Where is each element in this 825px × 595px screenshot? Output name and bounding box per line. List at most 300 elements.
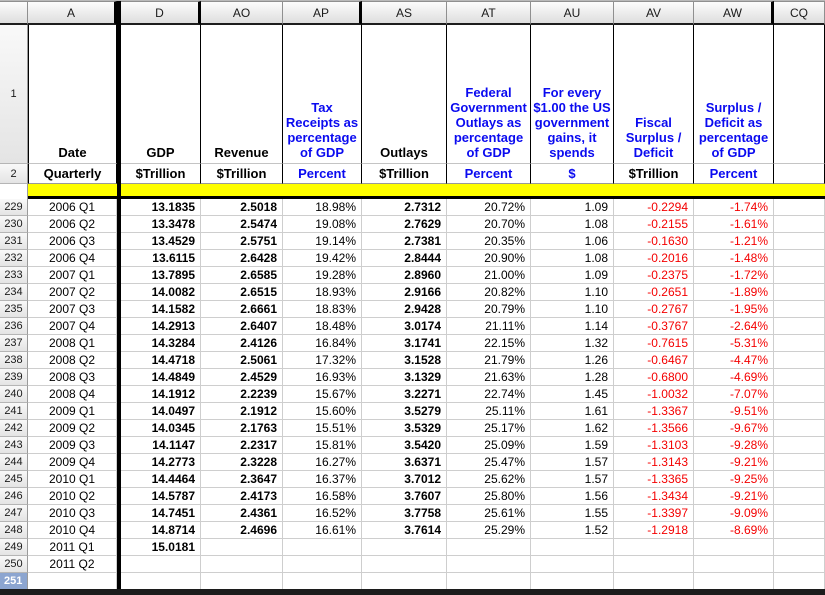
cell-cq-empty[interactable]	[774, 301, 825, 318]
cell-revenue[interactable]: 2.3647	[201, 471, 283, 488]
cell-revenue[interactable]	[201, 556, 283, 573]
cell-fiscal-surplus-deficit[interactable]: -0.2294	[614, 199, 694, 216]
cell-cq-empty[interactable]	[774, 522, 825, 539]
cell-gdp[interactable]: 13.1835	[121, 199, 201, 216]
row-number[interactable]: 245	[0, 471, 28, 488]
cell-spend-per-dollar[interactable]: 1.57	[531, 471, 614, 488]
cell-fiscal-surplus-deficit[interactable]	[614, 573, 694, 590]
cell-cq-empty[interactable]	[774, 539, 825, 556]
cell-fiscal-surplus-deficit[interactable]: -0.7615	[614, 335, 694, 352]
cell-title-revenue[interactable]: Revenue	[201, 25, 283, 164]
cell-tax-receipts-pct[interactable]	[283, 573, 362, 590]
cell-revenue[interactable]: 2.3228	[201, 454, 283, 471]
cell-gdp[interactable]: 14.8714	[121, 522, 201, 539]
cell-tax-receipts-pct[interactable]: 19.14%	[283, 233, 362, 250]
cell-spend-per-dollar[interactable]: 1.26	[531, 352, 614, 369]
cell-surplus-deficit-pct[interactable]: -9.28%	[694, 437, 774, 454]
cell-spend-per-dollar[interactable]	[531, 539, 614, 556]
cell-date[interactable]: 2006 Q2	[28, 216, 117, 233]
cell-spend-per-dollar[interactable]: 1.28	[531, 369, 614, 386]
cell-tax-receipts-pct[interactable]: 15.81%	[283, 437, 362, 454]
cell-title-spend-per-dollar[interactable]: For every $1.00 the US government gains, it spends	[531, 25, 614, 164]
cell-spend-per-dollar[interactable]	[531, 556, 614, 573]
cell-revenue[interactable]: 2.2317	[201, 437, 283, 454]
cell-revenue[interactable]: 2.6585	[201, 267, 283, 284]
table-row	[0, 250, 825, 267]
column-header-aw[interactable]: AW	[694, 1, 774, 25]
cell-outlays[interactable]: 2.9166	[362, 284, 447, 301]
cell-date[interactable]: 2011 Q2	[28, 556, 117, 573]
cell-gdp[interactable]: 14.4464	[121, 471, 201, 488]
cell-gdp[interactable]: 14.7451	[121, 505, 201, 522]
row-number[interactable]: 233	[0, 267, 28, 284]
cell-surplus-deficit-pct[interactable]: -1.89%	[694, 284, 774, 301]
cell-revenue[interactable]	[201, 573, 283, 590]
cell-outlays[interactable]: 3.1741	[362, 335, 447, 352]
cell-cq-empty[interactable]	[774, 454, 825, 471]
cell-cq-empty[interactable]	[774, 267, 825, 284]
column-header-cq[interactable]: CQ	[774, 1, 825, 25]
cell-date[interactable]: 2010 Q2	[28, 488, 117, 505]
column-header-ap[interactable]: AP	[283, 1, 362, 25]
cell-outlays[interactable]: 3.0174	[362, 318, 447, 335]
cell-cq-empty[interactable]	[774, 369, 825, 386]
cell-tax-receipts-pct[interactable]: 19.28%	[283, 267, 362, 284]
cell-date[interactable]: 2006 Q4	[28, 250, 117, 267]
cell-surplus-deficit-pct[interactable]	[694, 573, 774, 590]
cell-date[interactable]: 2009 Q2	[28, 420, 117, 437]
cell-surplus-deficit-pct[interactable]: -9.67%	[694, 420, 774, 437]
cell-revenue[interactable]: 2.4361	[201, 505, 283, 522]
row-number[interactable]: 1	[0, 25, 28, 164]
cell-fiscal-surplus-deficit[interactable]: -1.3434	[614, 488, 694, 505]
cell-cq-empty[interactable]	[774, 386, 825, 403]
cell-cq-empty[interactable]	[774, 233, 825, 250]
cell-outlays-pct[interactable]	[447, 556, 531, 573]
cell-date[interactable]	[28, 573, 117, 590]
cell-gdp[interactable]: 14.3284	[121, 335, 201, 352]
cell-tax-receipts-pct[interactable]: 17.32%	[283, 352, 362, 369]
yellow-cell[interactable]	[201, 184, 283, 196]
row-number[interactable]: 250	[0, 556, 28, 573]
cell-outlays-pct[interactable]: 22.15%	[447, 335, 531, 352]
cell-spend-per-dollar[interactable]: 1.59	[531, 437, 614, 454]
cell-spend-per-dollar[interactable]: 1.55	[531, 505, 614, 522]
cell-gdp[interactable]: 14.0497	[121, 403, 201, 420]
cell-title-tax-receipts-pct[interactable]: Tax Receipts as percentage of GDP	[283, 25, 362, 164]
cell-date[interactable]: 2006 Q1	[28, 199, 117, 216]
cell-outlays-pct[interactable]: 20.35%	[447, 233, 531, 250]
cell-title-surplus-deficit-pct[interactable]: Surplus / Deficit as percentage of GDP	[694, 25, 774, 164]
cell-tax-receipts-pct[interactable]: 16.93%	[283, 369, 362, 386]
cell-surplus-deficit-pct[interactable]: -9.21%	[694, 454, 774, 471]
cell-revenue[interactable]: 2.2239	[201, 386, 283, 403]
cell-surplus-deficit-pct[interactable]: -5.31%	[694, 335, 774, 352]
cell-revenue[interactable]	[201, 539, 283, 556]
cell-gdp[interactable]: 14.4849	[121, 369, 201, 386]
cell-outlays-pct[interactable]: 21.11%	[447, 318, 531, 335]
bottom-edge	[0, 589, 825, 595]
cell-date[interactable]: 2007 Q1	[28, 267, 117, 284]
cell-outlays-pct[interactable]: 25.47%	[447, 454, 531, 471]
cell-revenue[interactable]: 2.4173	[201, 488, 283, 505]
cell-date[interactable]: 2008 Q4	[28, 386, 117, 403]
column-header-as[interactable]: AS	[362, 1, 447, 25]
row-number[interactable]: 232	[0, 250, 28, 267]
cell-date[interactable]: 2008 Q3	[28, 369, 117, 386]
cell-date[interactable]: 2010 Q1	[28, 471, 117, 488]
yellow-cell[interactable]	[362, 184, 447, 196]
cell-cq-empty[interactable]	[774, 250, 825, 267]
cell-tax-receipts-pct[interactable]: 19.42%	[283, 250, 362, 267]
row-number[interactable]: 2	[0, 164, 28, 184]
cell-outlays[interactable]: 3.7758	[362, 505, 447, 522]
cell-date[interactable]: 2006 Q3	[28, 233, 117, 250]
cell-spend-per-dollar[interactable]: 1.14	[531, 318, 614, 335]
cell-date[interactable]: 2007 Q3	[28, 301, 117, 318]
cell-outlays[interactable]	[362, 556, 447, 573]
cell-revenue[interactable]: 2.1763	[201, 420, 283, 437]
cell-spend-per-dollar[interactable]: 1.52	[531, 522, 614, 539]
cell-gdp[interactable]: 13.3478	[121, 216, 201, 233]
cell-title-gdp[interactable]: GDP	[121, 25, 201, 164]
cell-tax-receipts-pct[interactable]: 16.52%	[283, 505, 362, 522]
table-row	[0, 403, 825, 420]
row-number[interactable]: 229	[0, 199, 28, 216]
cell-fiscal-surplus-deficit[interactable]: -0.2155	[614, 216, 694, 233]
cell-cq-empty[interactable]	[774, 437, 825, 454]
cell-cq-empty[interactable]	[774, 284, 825, 301]
column-header-a[interactable]: A	[28, 1, 117, 25]
cell-unit-tax-receipts-pct[interactable]: Percent	[283, 164, 362, 184]
cell-date[interactable]: 2010 Q3	[28, 505, 117, 522]
cell-tax-receipts-pct[interactable]: 18.48%	[283, 318, 362, 335]
cell-revenue[interactable]: 2.6515	[201, 284, 283, 301]
cell-cq-empty[interactable]	[774, 471, 825, 488]
row-number[interactable]: 236	[0, 318, 28, 335]
column-header-ao[interactable]: AO	[201, 1, 283, 25]
cell-fiscal-surplus-deficit[interactable]: -0.2016	[614, 250, 694, 267]
cell-surplus-deficit-pct[interactable]: -4.47%	[694, 352, 774, 369]
cell-surplus-deficit-pct[interactable]: -1.95%	[694, 301, 774, 318]
cell-cq-empty[interactable]	[774, 403, 825, 420]
yellow-cell[interactable]	[447, 184, 531, 196]
cell-revenue[interactable]: 2.4126	[201, 335, 283, 352]
row-number[interactable]: 237	[0, 335, 28, 352]
cell-outlays-pct[interactable]: 25.61%	[447, 505, 531, 522]
cell-outlays-pct[interactable]: 20.72%	[447, 199, 531, 216]
cell-tax-receipts-pct[interactable]: 16.58%	[283, 488, 362, 505]
cell-tax-receipts-pct[interactable]: 18.98%	[283, 199, 362, 216]
cell-fiscal-surplus-deficit[interactable]: -0.2651	[614, 284, 694, 301]
cell-cq-empty[interactable]	[774, 318, 825, 335]
cell-spend-per-dollar[interactable]: 1.57	[531, 454, 614, 471]
row-number[interactable]: 251	[0, 573, 28, 590]
cell-gdp[interactable]: 14.4718	[121, 352, 201, 369]
cell-date[interactable]: 2007 Q4	[28, 318, 117, 335]
cell-outlays-pct[interactable]: 25.17%	[447, 420, 531, 437]
cell-outlays-pct[interactable]: 22.74%	[447, 386, 531, 403]
row-number[interactable]: 230	[0, 216, 28, 233]
cell-tax-receipts-pct[interactable]: 16.84%	[283, 335, 362, 352]
cell-surplus-deficit-pct[interactable]	[694, 539, 774, 556]
cell-unit-outlays-pct[interactable]: Percent	[447, 164, 531, 184]
cell-fiscal-surplus-deficit[interactable]: -1.2918	[614, 522, 694, 539]
cell-gdp[interactable]	[121, 556, 201, 573]
cell-date[interactable]: 2010 Q4	[28, 522, 117, 539]
cell-outlays-pct[interactable]: 20.70%	[447, 216, 531, 233]
cell-fiscal-surplus-deficit[interactable]	[614, 556, 694, 573]
cell-fiscal-surplus-deficit[interactable]	[614, 539, 694, 556]
cell-fiscal-surplus-deficit[interactable]: -1.3143	[614, 454, 694, 471]
cell-outlays-pct[interactable]: 25.11%	[447, 403, 531, 420]
yellow-cell[interactable]	[531, 184, 614, 196]
cell-spend-per-dollar[interactable]: 1.08	[531, 216, 614, 233]
cell-outlays[interactable]: 2.9428	[362, 301, 447, 318]
cell-surplus-deficit-pct[interactable]: -1.72%	[694, 267, 774, 284]
cell-tax-receipts-pct[interactable]: 16.37%	[283, 471, 362, 488]
column-header-au[interactable]: AU	[531, 1, 614, 25]
cell-surplus-deficit-pct[interactable]: -9.25%	[694, 471, 774, 488]
cell-tax-receipts-pct[interactable]	[283, 539, 362, 556]
cell-spend-per-dollar[interactable]: 1.32	[531, 335, 614, 352]
cell-unit-spend-per-dollar[interactable]: $	[531, 164, 614, 184]
row-number[interactable]: 249	[0, 539, 28, 556]
cell-fiscal-surplus-deficit[interactable]: -0.2767	[614, 301, 694, 318]
cell-revenue[interactable]: 2.5018	[201, 199, 283, 216]
yellow-cell[interactable]	[121, 184, 201, 196]
cell-outlays[interactable]: 3.5420	[362, 437, 447, 454]
column-header-d[interactable]: D	[121, 1, 201, 25]
row-number[interactable]: 242	[0, 420, 28, 437]
cell-cq-empty[interactable]	[774, 488, 825, 505]
cell-title-date[interactable]: Date	[28, 25, 117, 164]
cell-gdp[interactable]: 14.1912	[121, 386, 201, 403]
yellow-cell[interactable]	[283, 184, 362, 196]
cell-spend-per-dollar[interactable]: 1.56	[531, 488, 614, 505]
yellow-cell[interactable]	[694, 184, 774, 196]
yellow-cell[interactable]	[614, 184, 694, 196]
cell-fiscal-surplus-deficit[interactable]: -0.6800	[614, 369, 694, 386]
cell-gdp[interactable]: 13.7895	[121, 267, 201, 284]
cell-fiscal-surplus-deficit[interactable]: -0.6467	[614, 352, 694, 369]
cell-cq-empty[interactable]	[774, 556, 825, 573]
cell-revenue[interactable]: 2.5751	[201, 233, 283, 250]
cell-outlays[interactable]: 3.5279	[362, 403, 447, 420]
cell-gdp[interactable]: 14.5787	[121, 488, 201, 505]
cell-surplus-deficit-pct[interactable]: -1.21%	[694, 233, 774, 250]
select-all-corner[interactable]	[0, 1, 28, 25]
cell-unit-outlays[interactable]: $Trillion	[362, 164, 447, 184]
cell-unit-surplus-deficit-pct[interactable]: Percent	[694, 164, 774, 184]
cell-date[interactable]: 2011 Q1	[28, 539, 117, 556]
cell-spend-per-dollar[interactable]: 1.08	[531, 250, 614, 267]
cell-gdp[interactable]: 13.4529	[121, 233, 201, 250]
cell-outlays-pct[interactable]	[447, 573, 531, 590]
cell-tax-receipts-pct[interactable]: 18.93%	[283, 284, 362, 301]
cell-outlays[interactable]: 3.1528	[362, 352, 447, 369]
cell-date[interactable]: 2009 Q4	[28, 454, 117, 471]
cell-outlays-pct[interactable]	[447, 539, 531, 556]
yellow-cell[interactable]	[28, 184, 117, 196]
cell-outlays[interactable]: 2.8960	[362, 267, 447, 284]
cell-cq-empty[interactable]	[774, 352, 825, 369]
cell-outlays-pct[interactable]: 21.79%	[447, 352, 531, 369]
cell-gdp[interactable]: 14.2913	[121, 318, 201, 335]
column-header-at[interactable]: AT	[447, 1, 531, 25]
cell-spend-per-dollar[interactable]: 1.62	[531, 420, 614, 437]
cell-fiscal-surplus-deficit[interactable]: -0.2375	[614, 267, 694, 284]
cell-outlays-pct[interactable]: 25.62%	[447, 471, 531, 488]
cell-outlays-pct[interactable]: 25.29%	[447, 522, 531, 539]
cell-spend-per-dollar[interactable]: 1.06	[531, 233, 614, 250]
cell-gdp[interactable]: 14.0345	[121, 420, 201, 437]
cell-outlays[interactable]: 2.7312	[362, 199, 447, 216]
cell-fiscal-surplus-deficit[interactable]: -1.3365	[614, 471, 694, 488]
cell-title-fiscal-surplus-deficit[interactable]: Fiscal Surplus / Deficit	[614, 25, 694, 164]
cell-gdp[interactable]	[121, 573, 201, 590]
cell-outlays[interactable]: 3.7012	[362, 471, 447, 488]
cell-surplus-deficit-pct[interactable]: -4.69%	[694, 369, 774, 386]
yellow-cell[interactable]	[774, 184, 825, 196]
cell-spend-per-dollar[interactable]: 1.09	[531, 267, 614, 284]
cell-fiscal-surplus-deficit[interactable]: -1.3103	[614, 437, 694, 454]
cell-gdp[interactable]: 14.1582	[121, 301, 201, 318]
cell-spend-per-dollar[interactable]: 1.45	[531, 386, 614, 403]
cell-date[interactable]: 2008 Q1	[28, 335, 117, 352]
cell-outlays-pct[interactable]: 25.09%	[447, 437, 531, 454]
cell-surplus-deficit-pct[interactable]: -1.48%	[694, 250, 774, 267]
cell-spend-per-dollar[interactable]: 1.10	[531, 284, 614, 301]
cell-date[interactable]: 2009 Q3	[28, 437, 117, 454]
cell-fiscal-surplus-deficit[interactable]: -1.3367	[614, 403, 694, 420]
cell-spend-per-dollar[interactable]: 1.61	[531, 403, 614, 420]
cell-surplus-deficit-pct[interactable]	[694, 556, 774, 573]
cell-revenue[interactable]: 2.4529	[201, 369, 283, 386]
cell-cq-empty[interactable]	[774, 505, 825, 522]
cell-tax-receipts-pct[interactable]: 16.61%	[283, 522, 362, 539]
row-number[interactable]: 240	[0, 386, 28, 403]
cell-spend-per-dollar[interactable]: 1.10	[531, 301, 614, 318]
cell-outlays-pct[interactable]: 21.00%	[447, 267, 531, 284]
cell-outlays[interactable]: 3.7607	[362, 488, 447, 505]
row-number[interactable]: 235	[0, 301, 28, 318]
cell-cq-empty[interactable]	[774, 216, 825, 233]
row-number[interactable]: 247	[0, 505, 28, 522]
cell-outlays[interactable]: 3.7614	[362, 522, 447, 539]
cell-fiscal-surplus-deficit[interactable]: -1.3397	[614, 505, 694, 522]
cell-revenue[interactable]: 2.5061	[201, 352, 283, 369]
cell-title-outlays[interactable]: Outlays	[362, 25, 447, 164]
row-number[interactable]: 244	[0, 454, 28, 471]
row-number[interactable]: 241	[0, 403, 28, 420]
cell-revenue[interactable]: 2.1912	[201, 403, 283, 420]
row-number[interactable]: 238	[0, 352, 28, 369]
cell-fiscal-surplus-deficit[interactable]: -0.3767	[614, 318, 694, 335]
cell-outlays-pct[interactable]: 20.79%	[447, 301, 531, 318]
cell-tax-receipts-pct[interactable]	[283, 556, 362, 573]
cell-outlays[interactable]	[362, 573, 447, 590]
cell-outlays[interactable]: 2.7381	[362, 233, 447, 250]
cell-outlays[interactable]: 3.5329	[362, 420, 447, 437]
cell-revenue[interactable]: 2.5474	[201, 216, 283, 233]
cell-outlays[interactable]: 3.6371	[362, 454, 447, 471]
cell-tax-receipts-pct[interactable]: 15.67%	[283, 386, 362, 403]
cell-date[interactable]: 2007 Q2	[28, 284, 117, 301]
cell-tax-receipts-pct[interactable]: 15.51%	[283, 420, 362, 437]
cell-surplus-deficit-pct[interactable]: -8.69%	[694, 522, 774, 539]
cell-surplus-deficit-pct[interactable]: -9.09%	[694, 505, 774, 522]
cell-surplus-deficit-pct[interactable]: -2.64%	[694, 318, 774, 335]
cell-cq-empty[interactable]	[774, 199, 825, 216]
cell-date[interactable]: 2009 Q1	[28, 403, 117, 420]
cell-surplus-deficit-pct[interactable]: -9.51%	[694, 403, 774, 420]
cell-gdp[interactable]: 14.2773	[121, 454, 201, 471]
cell-revenue[interactable]: 2.4696	[201, 522, 283, 539]
cell-tax-receipts-pct[interactable]: 16.27%	[283, 454, 362, 471]
cell-gdp[interactable]: 13.6115	[121, 250, 201, 267]
cell-outlays[interactable]: 3.1329	[362, 369, 447, 386]
column-header-av[interactable]: AV	[614, 1, 694, 25]
cell-cq-empty[interactable]	[774, 420, 825, 437]
cell-fiscal-surplus-deficit[interactable]: -1.0032	[614, 386, 694, 403]
cell-surplus-deficit-pct[interactable]: -1.74%	[694, 199, 774, 216]
cell-title-outlays-pct[interactable]: Federal Government Outlays as percentage of GDP	[447, 25, 531, 164]
row-number[interactable]	[0, 184, 28, 196]
cell-tax-receipts-pct[interactable]: 19.08%	[283, 216, 362, 233]
cell-unit-cq-empty[interactable]	[774, 164, 825, 184]
cell-surplus-deficit-pct[interactable]: -7.07%	[694, 386, 774, 403]
row-number[interactable]: 239	[0, 369, 28, 386]
cell-outlays-pct[interactable]: 25.80%	[447, 488, 531, 505]
cell-surplus-deficit-pct[interactable]: -9.21%	[694, 488, 774, 505]
cell-fiscal-surplus-deficit[interactable]: -0.1630	[614, 233, 694, 250]
cell-outlays[interactable]: 2.7629	[362, 216, 447, 233]
cell-revenue[interactable]: 2.6661	[201, 301, 283, 318]
cell-outlays-pct[interactable]: 20.90%	[447, 250, 531, 267]
cell-tax-receipts-pct[interactable]: 15.60%	[283, 403, 362, 420]
cell-gdp[interactable]: 14.1147	[121, 437, 201, 454]
cell-title-cq-empty[interactable]	[774, 25, 825, 164]
cell-unit-fiscal-surplus-deficit[interactable]: $Trillion	[614, 164, 694, 184]
cell-outlays[interactable]: 2.8444	[362, 250, 447, 267]
cell-spend-per-dollar[interactable]: 1.09	[531, 199, 614, 216]
cell-cq-empty[interactable]	[774, 335, 825, 352]
row-number[interactable]: 248	[0, 522, 28, 539]
row-number[interactable]: 246	[0, 488, 28, 505]
cell-outlays-pct[interactable]: 20.82%	[447, 284, 531, 301]
cell-unit-revenue[interactable]: $Trillion	[201, 164, 283, 184]
cell-revenue[interactable]: 2.6407	[201, 318, 283, 335]
cell-revenue[interactable]: 2.6428	[201, 250, 283, 267]
cell-gdp[interactable]: 15.0181	[121, 539, 201, 556]
row-number[interactable]: 234	[0, 284, 28, 301]
row-number[interactable]: 231	[0, 233, 28, 250]
cell-unit-gdp[interactable]: $Trillion	[121, 164, 201, 184]
cell-tax-receipts-pct[interactable]: 18.83%	[283, 301, 362, 318]
cell-unit-quarterly[interactable]: Quarterly	[28, 164, 117, 184]
row-number[interactable]: 243	[0, 437, 28, 454]
cell-fiscal-surplus-deficit[interactable]: -1.3566	[614, 420, 694, 437]
cell-surplus-deficit-pct[interactable]: -1.61%	[694, 216, 774, 233]
cell-spend-per-dollar[interactable]	[531, 573, 614, 590]
cell-outlays[interactable]	[362, 539, 447, 556]
cell-outlays[interactable]: 3.2271	[362, 386, 447, 403]
cell-outlays-pct[interactable]: 21.63%	[447, 369, 531, 386]
cell-cq-empty[interactable]	[774, 573, 825, 590]
cell-date[interactable]: 2008 Q2	[28, 352, 117, 369]
cell-gdp[interactable]: 14.0082	[121, 284, 201, 301]
